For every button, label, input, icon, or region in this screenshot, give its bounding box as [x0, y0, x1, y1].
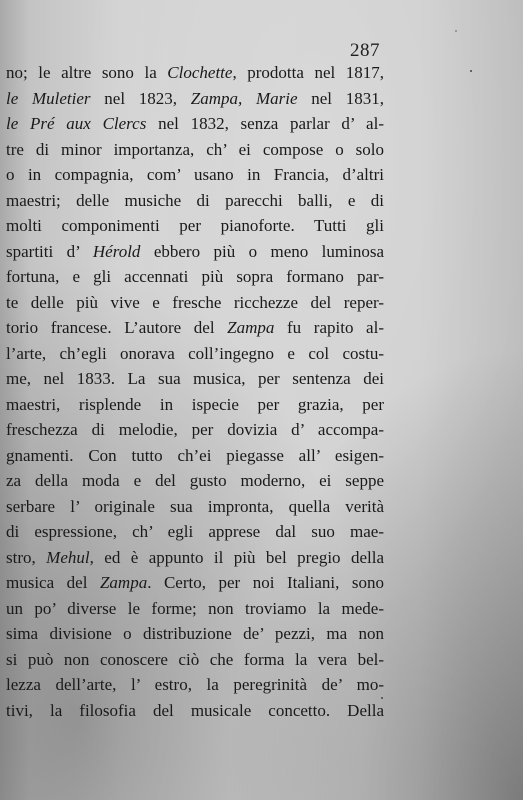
text-segment: molti componimenti per pianoforte. Tutti gli	[6, 216, 384, 235]
text-segment: stro,	[6, 547, 47, 567]
text-line	[6, 366, 384, 392]
text-segment: spartiti d’	[6, 241, 93, 261]
text-line	[6, 417, 384, 443]
text-segment: nel 1831,	[297, 88, 384, 108]
text-segment: nel 1832, senza parlar d’ al-	[146, 114, 384, 133]
italic-text: Clochette	[167, 63, 233, 82]
text-line	[6, 596, 384, 622]
text-segment: , prodotta nel 1817,	[232, 63, 384, 82]
text-segment: nel 1823,	[90, 88, 191, 108]
text-segment: serbare l’ originale sua impronta, quella verità	[6, 496, 384, 516]
text-line	[6, 494, 384, 520]
text-line	[6, 264, 384, 290]
text-line	[6, 341, 384, 367]
text-line	[6, 111, 384, 137]
text-segment: no; le altre sono la	[6, 63, 168, 82]
text-line	[6, 315, 384, 341]
italic-text: le Muletier	[6, 88, 91, 108]
page-number: 287	[350, 40, 380, 61]
text-segment: si può non conoscere ciò che forma la vera bel-	[6, 649, 384, 669]
text-segment: fu rapito al-	[274, 318, 384, 337]
text-line	[6, 239, 384, 265]
text-segment: maestri; delle musiche di parecchi balli, e di	[6, 190, 384, 210]
text-line	[6, 621, 384, 647]
body-text	[6, 60, 384, 723]
text-segment: o in compagnia, com’ usano in Francia, d’altri	[6, 165, 384, 184]
text-segment: ebbero più o meno luminosa	[140, 241, 384, 261]
text-segment: un po’ diverse le forme; non troviamo la mede-	[6, 598, 384, 618]
text-line	[6, 545, 384, 571]
italic-text: Hérold	[92, 241, 141, 261]
text-line	[6, 137, 384, 163]
text-segment: gnamenti. Con tutto ch’ei piegasse all’ esigen-	[6, 445, 384, 465]
text-segment: . Certo, per noi Italiani, sono	[147, 573, 384, 592]
text-segment: sima divisione o distribuzione de’ pezzi, ma non	[6, 624, 384, 643]
text-line	[6, 162, 384, 188]
text-segment: musica del	[6, 573, 100, 592]
text-line	[6, 213, 384, 239]
text-segment: lezza dell’arte, l’ estro, la peregrinità de’ mo-	[6, 675, 384, 694]
text-segment: te delle più vive e fresche ricchezze del reper-	[6, 292, 384, 312]
text-segment: tre di minor importanza, ch’ ei compose o solo	[6, 139, 384, 159]
text-line	[6, 647, 384, 673]
text-line	[6, 86, 384, 112]
paper-speck	[455, 30, 457, 32]
text-segment: freschezza di melodie, per dovizia d’ accompa-	[6, 420, 384, 439]
text-segment: maestri, risplende in ispecie per grazia, per	[6, 394, 384, 414]
text-line	[6, 519, 384, 545]
text-segment: torio francese. L’autore del	[6, 318, 228, 337]
text-line	[6, 672, 384, 698]
italic-text: le Pré aux Clercs	[6, 114, 147, 133]
text-segment: fortuna, e gli accennati più sopra formano par-	[6, 267, 384, 286]
italic-text: Zampa, Marie	[190, 88, 298, 108]
text-line	[6, 188, 384, 214]
paper-speck	[381, 697, 383, 699]
text-line	[6, 570, 384, 596]
text-line	[6, 60, 384, 86]
text-segment: l’arte, ch’egli onorava coll’ingegno e col costu-	[6, 343, 384, 363]
text-segment: , ed è appunto il più bel pregio della	[89, 547, 384, 567]
italic-text: Zampa	[99, 573, 148, 592]
text-segment: me, nel 1833. La sua musica, per sentenza dei	[6, 369, 384, 388]
italic-text: Zampa	[227, 318, 275, 337]
text-segment: di espressione, ch’ egli apprese dal suo mae-	[6, 522, 384, 541]
text-line	[6, 290, 384, 316]
text-line	[6, 468, 384, 494]
text-line	[6, 392, 384, 418]
italic-text: Mehul	[46, 547, 90, 567]
paper-speck	[470, 70, 472, 72]
text-line	[6, 443, 384, 469]
text-segment: tivi, la filosofia del musicale concetto. Della	[6, 700, 384, 720]
text-segment: za della moda e del gusto moderno, ei seppe	[6, 471, 384, 490]
text-line	[6, 698, 384, 724]
